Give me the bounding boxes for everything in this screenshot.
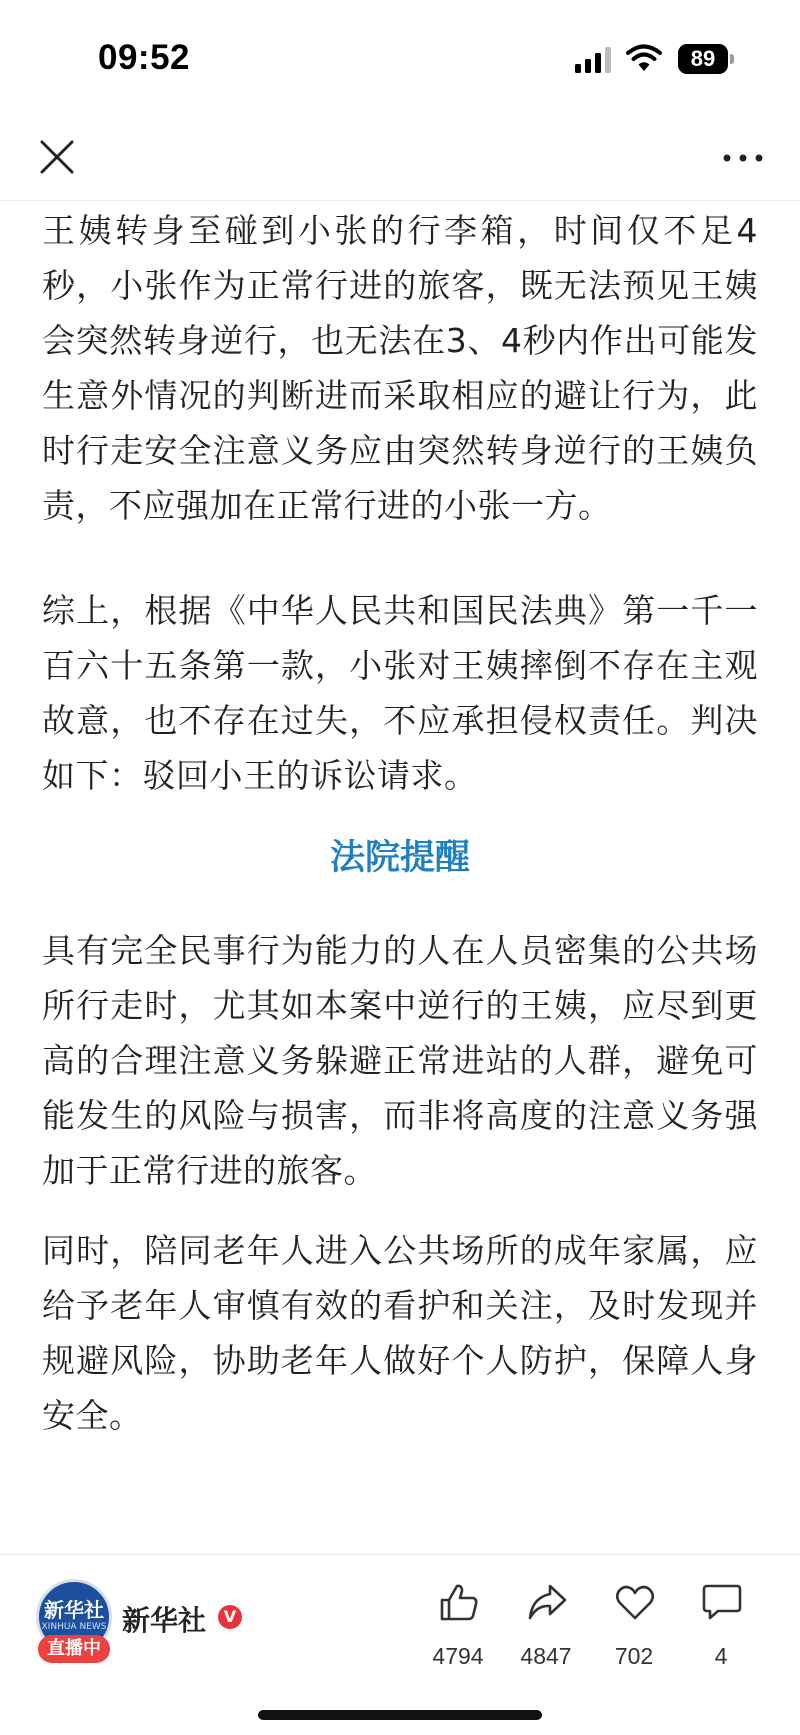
comment-button[interactable] bbox=[681, 1581, 761, 1691]
article-paragraph: 具有完全民事行为能力的人在人员密集的公共场所行走时，尤其如本案中逆行的王姨，应尽到更高的合理注意义务躲避正常进站的人群，避免可能发生的风险与损害，而非将高度的注意义务强加于正常行进的旅客。 bbox=[42, 931, 758, 1190]
like-button[interactable] bbox=[418, 1581, 498, 1691]
verified-badge-icon: V bbox=[218, 1605, 242, 1629]
article-paragraph: 综上，根据《中华人民共和国民法典》第一千一百六十五条第一款，小张对王姨摔倒不存在主观故意，也不存在过失，不应承担侵权责任。判决如下：驳回小王的诉讼请求。 bbox=[42, 591, 758, 795]
nav-bar bbox=[0, 118, 800, 201]
battery-level: 89 bbox=[690, 46, 716, 71]
status-time: 09:52 bbox=[98, 38, 191, 77]
favorite-button[interactable] bbox=[594, 1581, 674, 1691]
source-name[interactable]: 新华社 bbox=[122, 1604, 207, 1637]
source-logo-text: 新华社 bbox=[44, 1598, 104, 1622]
thumbs-up-icon bbox=[438, 1581, 480, 1623]
home-indicator[interactable] bbox=[258, 1710, 542, 1720]
bottom-action-bar bbox=[0, 1554, 800, 1735]
article-paragraph: 王姨转身至碰到小张的行李箱，时间仅不足4秒，小张作为正常行进的旅客，既无法预见王姨会突然转身逆行，也无法在3、4秒内作出可能发生意外情况的判断进而采取相应的避让行为，此时行走安全注意义务应由突然转身逆行的王姨负责，不应强加在正常行进的小张一方。 bbox=[42, 211, 758, 525]
close-icon[interactable] bbox=[34, 134, 80, 180]
favorite-count: 702 bbox=[614, 1643, 654, 1669]
wifi-icon bbox=[626, 44, 662, 74]
comment-count: 4 bbox=[714, 1643, 728, 1669]
heart-icon bbox=[614, 1581, 656, 1623]
share-count: 4847 bbox=[520, 1643, 572, 1669]
share-arrow-icon bbox=[526, 1581, 568, 1623]
cellular-signal-icon bbox=[574, 46, 614, 74]
article-body bbox=[42, 200, 758, 1554]
like-count: 4794 bbox=[432, 1643, 484, 1669]
status-bar bbox=[0, 0, 800, 118]
source-logo-subtext: XINHUA NEWS bbox=[41, 1622, 107, 1632]
comment-icon bbox=[701, 1581, 743, 1623]
section-heading: 法院提醒 bbox=[329, 838, 470, 878]
live-badge: 直播中 bbox=[38, 1635, 110, 1663]
more-horizontal-icon[interactable] bbox=[718, 138, 768, 178]
battery-icon bbox=[678, 44, 734, 74]
share-button[interactable] bbox=[506, 1581, 586, 1691]
article-paragraph: 同时，陪同老年人进入公共场所的成年家属，应给予老年人审慎有效的看护和关注，及时发现并规避风险，协助老年人做好个人防护，保障人身安全。 bbox=[42, 1231, 758, 1435]
